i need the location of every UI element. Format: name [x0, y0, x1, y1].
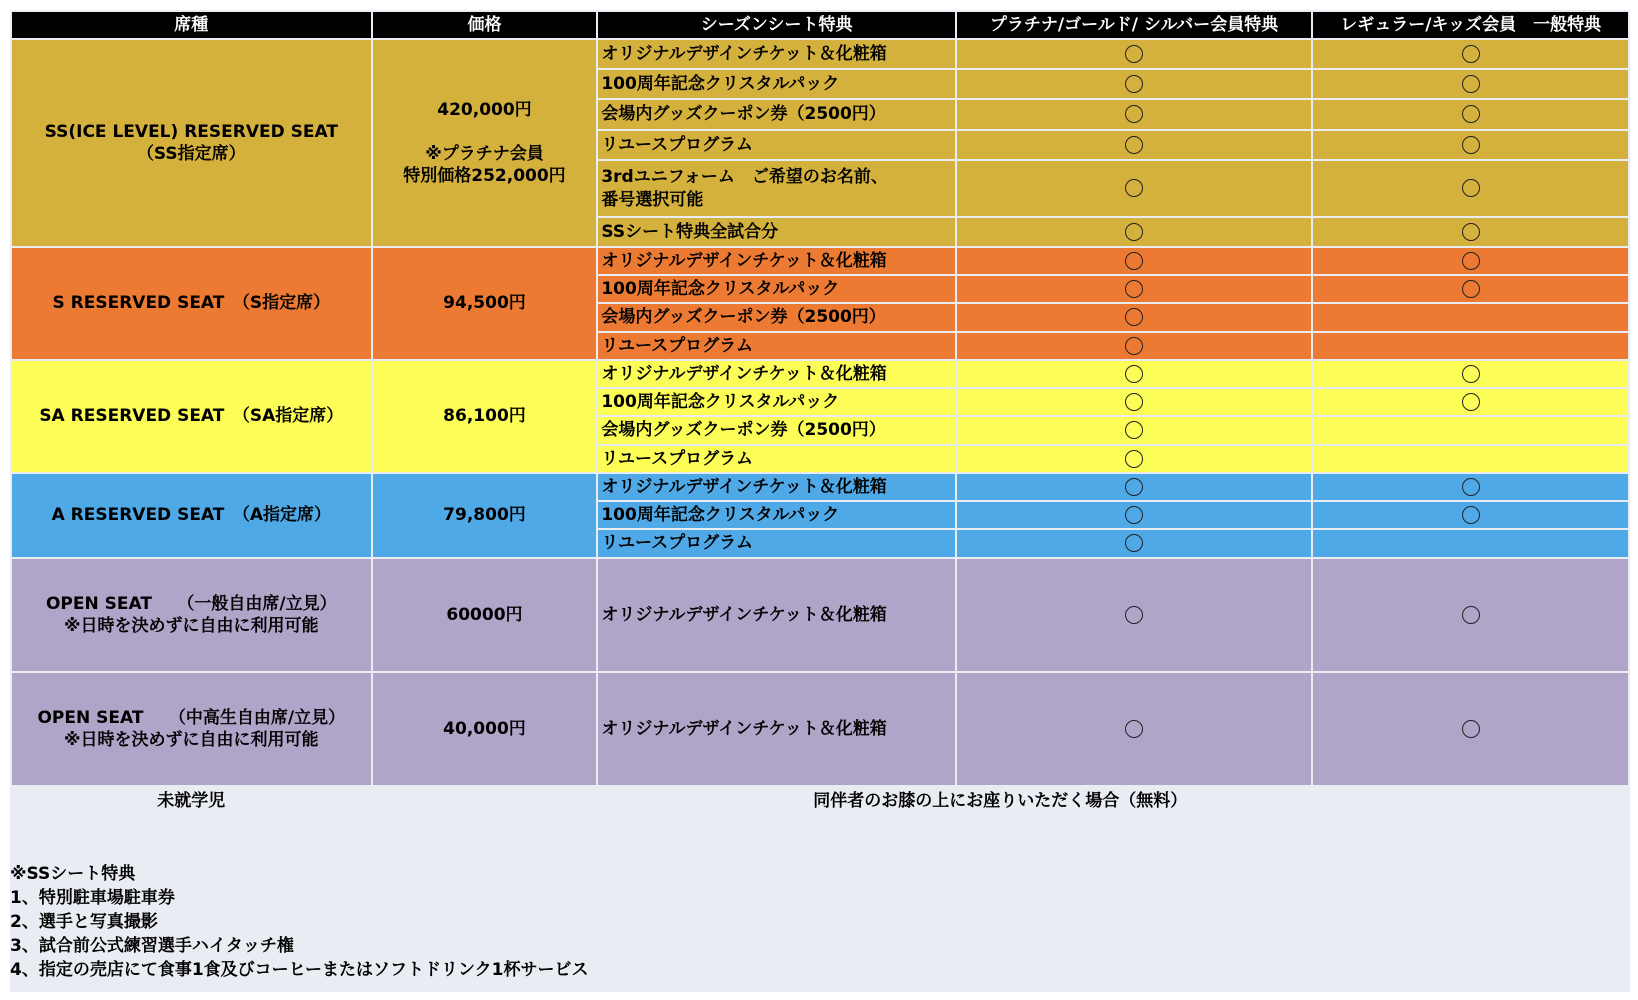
- circle-mark-icon: [1125, 534, 1143, 552]
- season-seat-sheet: [10, 10, 1630, 992]
- premium-mark: [957, 502, 1311, 528]
- preschool-note: 同伴者のお膝の上にお座りいただく場合（無料）: [373, 787, 1628, 815]
- note-item: 2、選手と写真撮影: [10, 912, 158, 932]
- regular-mark: [1313, 70, 1628, 98]
- circle-mark-icon: [1125, 280, 1143, 298]
- premium-mark: [957, 446, 1311, 472]
- benefit-label: 100周年記念クリスタルパック: [598, 276, 955, 302]
- regular-mark: [1313, 276, 1628, 302]
- regular-mark: [1313, 417, 1628, 444]
- benefit-label: 会場内グッズクーポン券（2500円）: [598, 304, 955, 331]
- regular-mark: [1313, 40, 1628, 68]
- benefit-label: SSシート特典全試合分: [598, 218, 955, 246]
- regular-mark: [1313, 333, 1628, 359]
- premium-mark: [957, 161, 1311, 216]
- price-ss-note-line2: 特別価格252,000円: [403, 166, 566, 187]
- seat-open-general: [12, 559, 371, 671]
- premium-mark: [957, 389, 1311, 415]
- premium-mark: [957, 218, 1311, 246]
- table-row: [12, 673, 1628, 785]
- price-sa: 86,100円: [373, 361, 597, 472]
- header-benefit: シーズンシート特典: [598, 12, 955, 38]
- premium-mark: [957, 361, 1311, 387]
- benefit-label: 100周年記念クリスタルパック: [598, 502, 955, 528]
- regular-mark: [1313, 502, 1628, 528]
- premium-mark: [957, 276, 1311, 302]
- circle-mark-icon: [1125, 478, 1143, 496]
- premium-mark: [957, 70, 1311, 98]
- note-item: 3、試合前公式練習選手ハイタッチ権: [10, 936, 294, 956]
- circle-mark-icon: [1462, 478, 1480, 496]
- circle-mark-icon: [1125, 136, 1143, 154]
- circle-mark-icon: [1125, 450, 1143, 468]
- circle-mark-icon: [1462, 252, 1480, 270]
- regular-mark: [1313, 673, 1628, 785]
- regular-mark: [1313, 304, 1628, 331]
- premium-mark: [957, 100, 1311, 129]
- benefit-label: [598, 161, 955, 216]
- regular-mark: [1313, 559, 1628, 671]
- benefit-label-line2: 番号選択可能: [601, 189, 704, 210]
- circle-mark-icon: [1462, 606, 1480, 624]
- circle-mark-icon: [1462, 393, 1480, 411]
- benefit-label-line1: 3rdユニフォーム ご希望のお名前、: [601, 167, 888, 188]
- premium-mark: [957, 673, 1311, 785]
- circle-mark-icon: [1462, 45, 1480, 63]
- regular-mark: [1313, 361, 1628, 387]
- regular-mark: [1313, 100, 1628, 129]
- circle-mark-icon: [1125, 223, 1143, 241]
- benefit-label: リユースプログラム: [598, 131, 955, 159]
- price-open-student: 40,000円: [373, 673, 597, 785]
- regular-mark: [1313, 474, 1628, 500]
- circle-mark-icon: [1462, 179, 1480, 197]
- benefit-label: オリジナルデザインチケット＆化粧箱: [598, 474, 955, 500]
- regular-mark: [1313, 218, 1628, 246]
- seat-ss-line2: （SS指定席）: [136, 144, 246, 164]
- regular-mark: [1313, 446, 1628, 472]
- seat-open-general-line2: ※日時を決めずに自由に利用可能: [64, 616, 319, 636]
- price-ss-note-line1: ※プラチナ会員: [425, 143, 544, 164]
- circle-mark-icon: [1462, 720, 1480, 738]
- benefit-label: オリジナルデザインチケット＆化粧箱: [598, 248, 955, 274]
- circle-mark-icon: [1462, 365, 1480, 383]
- premium-mark: [957, 417, 1311, 444]
- table-header-row: [12, 12, 1628, 38]
- seat-ss: [12, 40, 371, 246]
- benefit-label: リユースプログラム: [598, 446, 955, 472]
- table-row: [12, 787, 1628, 815]
- premium-mark: [957, 474, 1311, 500]
- premium-mark: [957, 333, 1311, 359]
- circle-mark-icon: [1125, 365, 1143, 383]
- header-premium-member: プラチナ/ゴールド/ シルバー会員特典: [957, 12, 1311, 38]
- price-open-general: 60000円: [373, 559, 597, 671]
- note-heading: ※SSシート特典: [10, 864, 136, 884]
- circle-mark-icon: [1462, 223, 1480, 241]
- table-row: [12, 248, 1628, 274]
- premium-mark: [957, 530, 1311, 557]
- ss-benefit-notes: [10, 862, 588, 982]
- circle-mark-icon: [1125, 75, 1143, 93]
- price-ss-value: 420,000円: [437, 99, 532, 120]
- header-seat: 席種: [12, 12, 371, 38]
- table-row: [12, 559, 1628, 671]
- circle-mark-icon: [1125, 45, 1143, 63]
- benefit-label: 会場内グッズクーポン券（2500円）: [598, 417, 955, 444]
- circle-mark-icon: [1462, 75, 1480, 93]
- premium-mark: [957, 248, 1311, 274]
- seat-s: S RESERVED SEAT （S指定席）: [12, 248, 371, 359]
- premium-mark: [957, 559, 1311, 671]
- seat-preschool: 未就学児: [12, 787, 371, 815]
- season-seat-table: [10, 10, 1630, 817]
- regular-mark: [1313, 131, 1628, 159]
- table-row: [12, 474, 1628, 500]
- seat-open-student-line2: ※日時を決めずに自由に利用可能: [64, 730, 319, 750]
- circle-mark-icon: [1462, 280, 1480, 298]
- circle-mark-icon: [1125, 606, 1143, 624]
- circle-mark-icon: [1125, 720, 1143, 738]
- regular-mark: [1313, 389, 1628, 415]
- seat-open-general-line1: OPEN SEAT （一般自由席/立見）: [45, 593, 337, 614]
- table-row: [12, 40, 1628, 68]
- circle-mark-icon: [1125, 179, 1143, 197]
- benefit-label: リユースプログラム: [598, 333, 955, 359]
- premium-mark: [957, 131, 1311, 159]
- header-regular-member: レギュラー/キッズ会員 一般特典: [1313, 12, 1628, 38]
- circle-mark-icon: [1125, 421, 1143, 439]
- circle-mark-icon: [1125, 105, 1143, 123]
- benefit-label: 100周年記念クリスタルパック: [598, 389, 955, 415]
- price-ss: [373, 40, 597, 246]
- seat-open-student: [12, 673, 371, 785]
- circle-mark-icon: [1462, 105, 1480, 123]
- price-a: 79,800円: [373, 474, 597, 557]
- benefit-label: 会場内グッズクーポン券（2500円）: [598, 100, 955, 129]
- regular-mark: [1313, 248, 1628, 274]
- regular-mark: [1313, 530, 1628, 557]
- premium-mark: [957, 304, 1311, 331]
- seat-ss-line1: SS(ICE LEVEL) RESERVED SEAT: [44, 121, 338, 142]
- benefit-label: オリジナルデザインチケット＆化粧箱: [598, 559, 955, 671]
- benefit-label: オリジナルデザインチケット＆化粧箱: [598, 673, 955, 785]
- benefit-label: オリジナルデザインチケット＆化粧箱: [598, 40, 955, 68]
- circle-mark-icon: [1125, 337, 1143, 355]
- note-item: 4、指定の売店にて食事1食及びコーヒーまたはソフトドリンク1杯サービス: [10, 960, 589, 980]
- note-item: 1、特別駐車場駐車券: [10, 888, 175, 908]
- price-ss-note: [373, 143, 597, 187]
- circle-mark-icon: [1125, 393, 1143, 411]
- benefit-label: 100周年記念クリスタルパック: [598, 70, 955, 98]
- header-price: 価格: [373, 12, 597, 38]
- table-row: [12, 361, 1628, 387]
- regular-mark: [1313, 161, 1628, 216]
- circle-mark-icon: [1125, 308, 1143, 326]
- seat-open-student-line1: OPEN SEAT （中高生自由席/立見）: [37, 707, 346, 728]
- benefit-label: オリジナルデザインチケット＆化粧箱: [598, 361, 955, 387]
- seat-a: A RESERVED SEAT （A指定席）: [12, 474, 371, 557]
- circle-mark-icon: [1462, 506, 1480, 524]
- price-s: 94,500円: [373, 248, 597, 359]
- seat-sa: SA RESERVED SEAT （SA指定席）: [12, 361, 371, 472]
- benefit-label: リユースプログラム: [598, 530, 955, 557]
- circle-mark-icon: [1125, 506, 1143, 524]
- premium-mark: [957, 40, 1311, 68]
- circle-mark-icon: [1125, 252, 1143, 270]
- circle-mark-icon: [1462, 136, 1480, 154]
